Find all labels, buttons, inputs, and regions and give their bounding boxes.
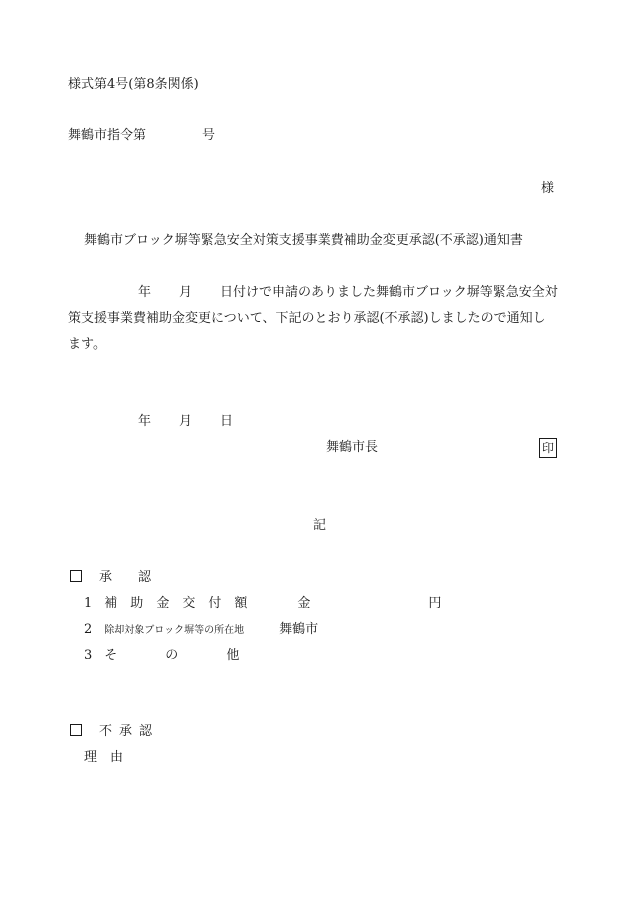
item-number: 1 (84, 596, 93, 611)
reason-char: 由 (110, 750, 124, 765)
issuer-name: 舞鶴市長 (326, 440, 379, 455)
date-month: 月 (179, 414, 193, 429)
item-label-char: 付 (208, 596, 222, 611)
item-label-char: 額 (234, 596, 248, 611)
seal-mark: 印 (539, 438, 557, 458)
issue-date (68, 413, 233, 431)
amount-suffix: 円 (428, 596, 442, 611)
item-label-char: 助 (130, 596, 144, 611)
approved-label-b: 認 (138, 570, 152, 585)
body-month: 月 (179, 285, 193, 300)
body-line-1 (68, 284, 558, 302)
item-label-char: 交 (182, 596, 196, 611)
body-line-2: 策支援事業費補助金変更について、下記のとおり承認(不承認)しましたので通知し (68, 311, 546, 326)
location-label: 除却対象ブロック塀等の所在地 (104, 625, 245, 636)
approved-heading (70, 569, 151, 587)
rejected-label-char: 認 (139, 724, 153, 739)
rejected-checkbox[interactable] (70, 724, 82, 736)
reason-char: 理 (84, 750, 98, 765)
body-line-1-text: 日付けで申請のありました舞鶴市ブロック塀等緊急安全対 (220, 285, 558, 300)
approved-item-3 (84, 647, 239, 665)
date-year: 年 (138, 414, 152, 429)
item-label-char: 補 (104, 596, 118, 611)
addressee-suffix: 様 (541, 181, 555, 196)
item-label-char: 金 (156, 596, 170, 611)
document-title: 舞鶴市ブロック塀等緊急安全対策支援事業費補助金変更承認(不承認)通知書 (84, 233, 523, 248)
body-year: 年 (138, 285, 152, 300)
form-number: 様式第4号(第8条関係) (68, 77, 199, 92)
body-line-3: ます。 (68, 337, 106, 352)
reason-heading (84, 749, 123, 767)
item-label-char: そ (104, 648, 118, 663)
approved-label-a: 承 (99, 570, 113, 585)
location-value: 舞鶴市 (279, 622, 319, 637)
reference-number (68, 127, 215, 145)
approved-checkbox[interactable] (70, 570, 82, 582)
approved-item-2 (84, 621, 318, 640)
item-number: 2 (84, 622, 93, 637)
reference-number-prefix: 舞鶴市指令第 (68, 128, 147, 143)
item-label-char: の (165, 648, 179, 663)
amount-prefix: 金 (297, 596, 311, 611)
item-label-char: 他 (226, 648, 240, 663)
date-day: 日 (220, 414, 234, 429)
rejected-label-char: 承 (119, 724, 133, 739)
rejected-heading (70, 723, 152, 741)
approved-item-1 (84, 595, 441, 613)
reference-number-suffix: 号 (202, 128, 216, 143)
item-number: 3 (84, 648, 93, 663)
ki-heading: 記 (313, 518, 327, 533)
rejected-label-char: 不 (99, 724, 113, 739)
